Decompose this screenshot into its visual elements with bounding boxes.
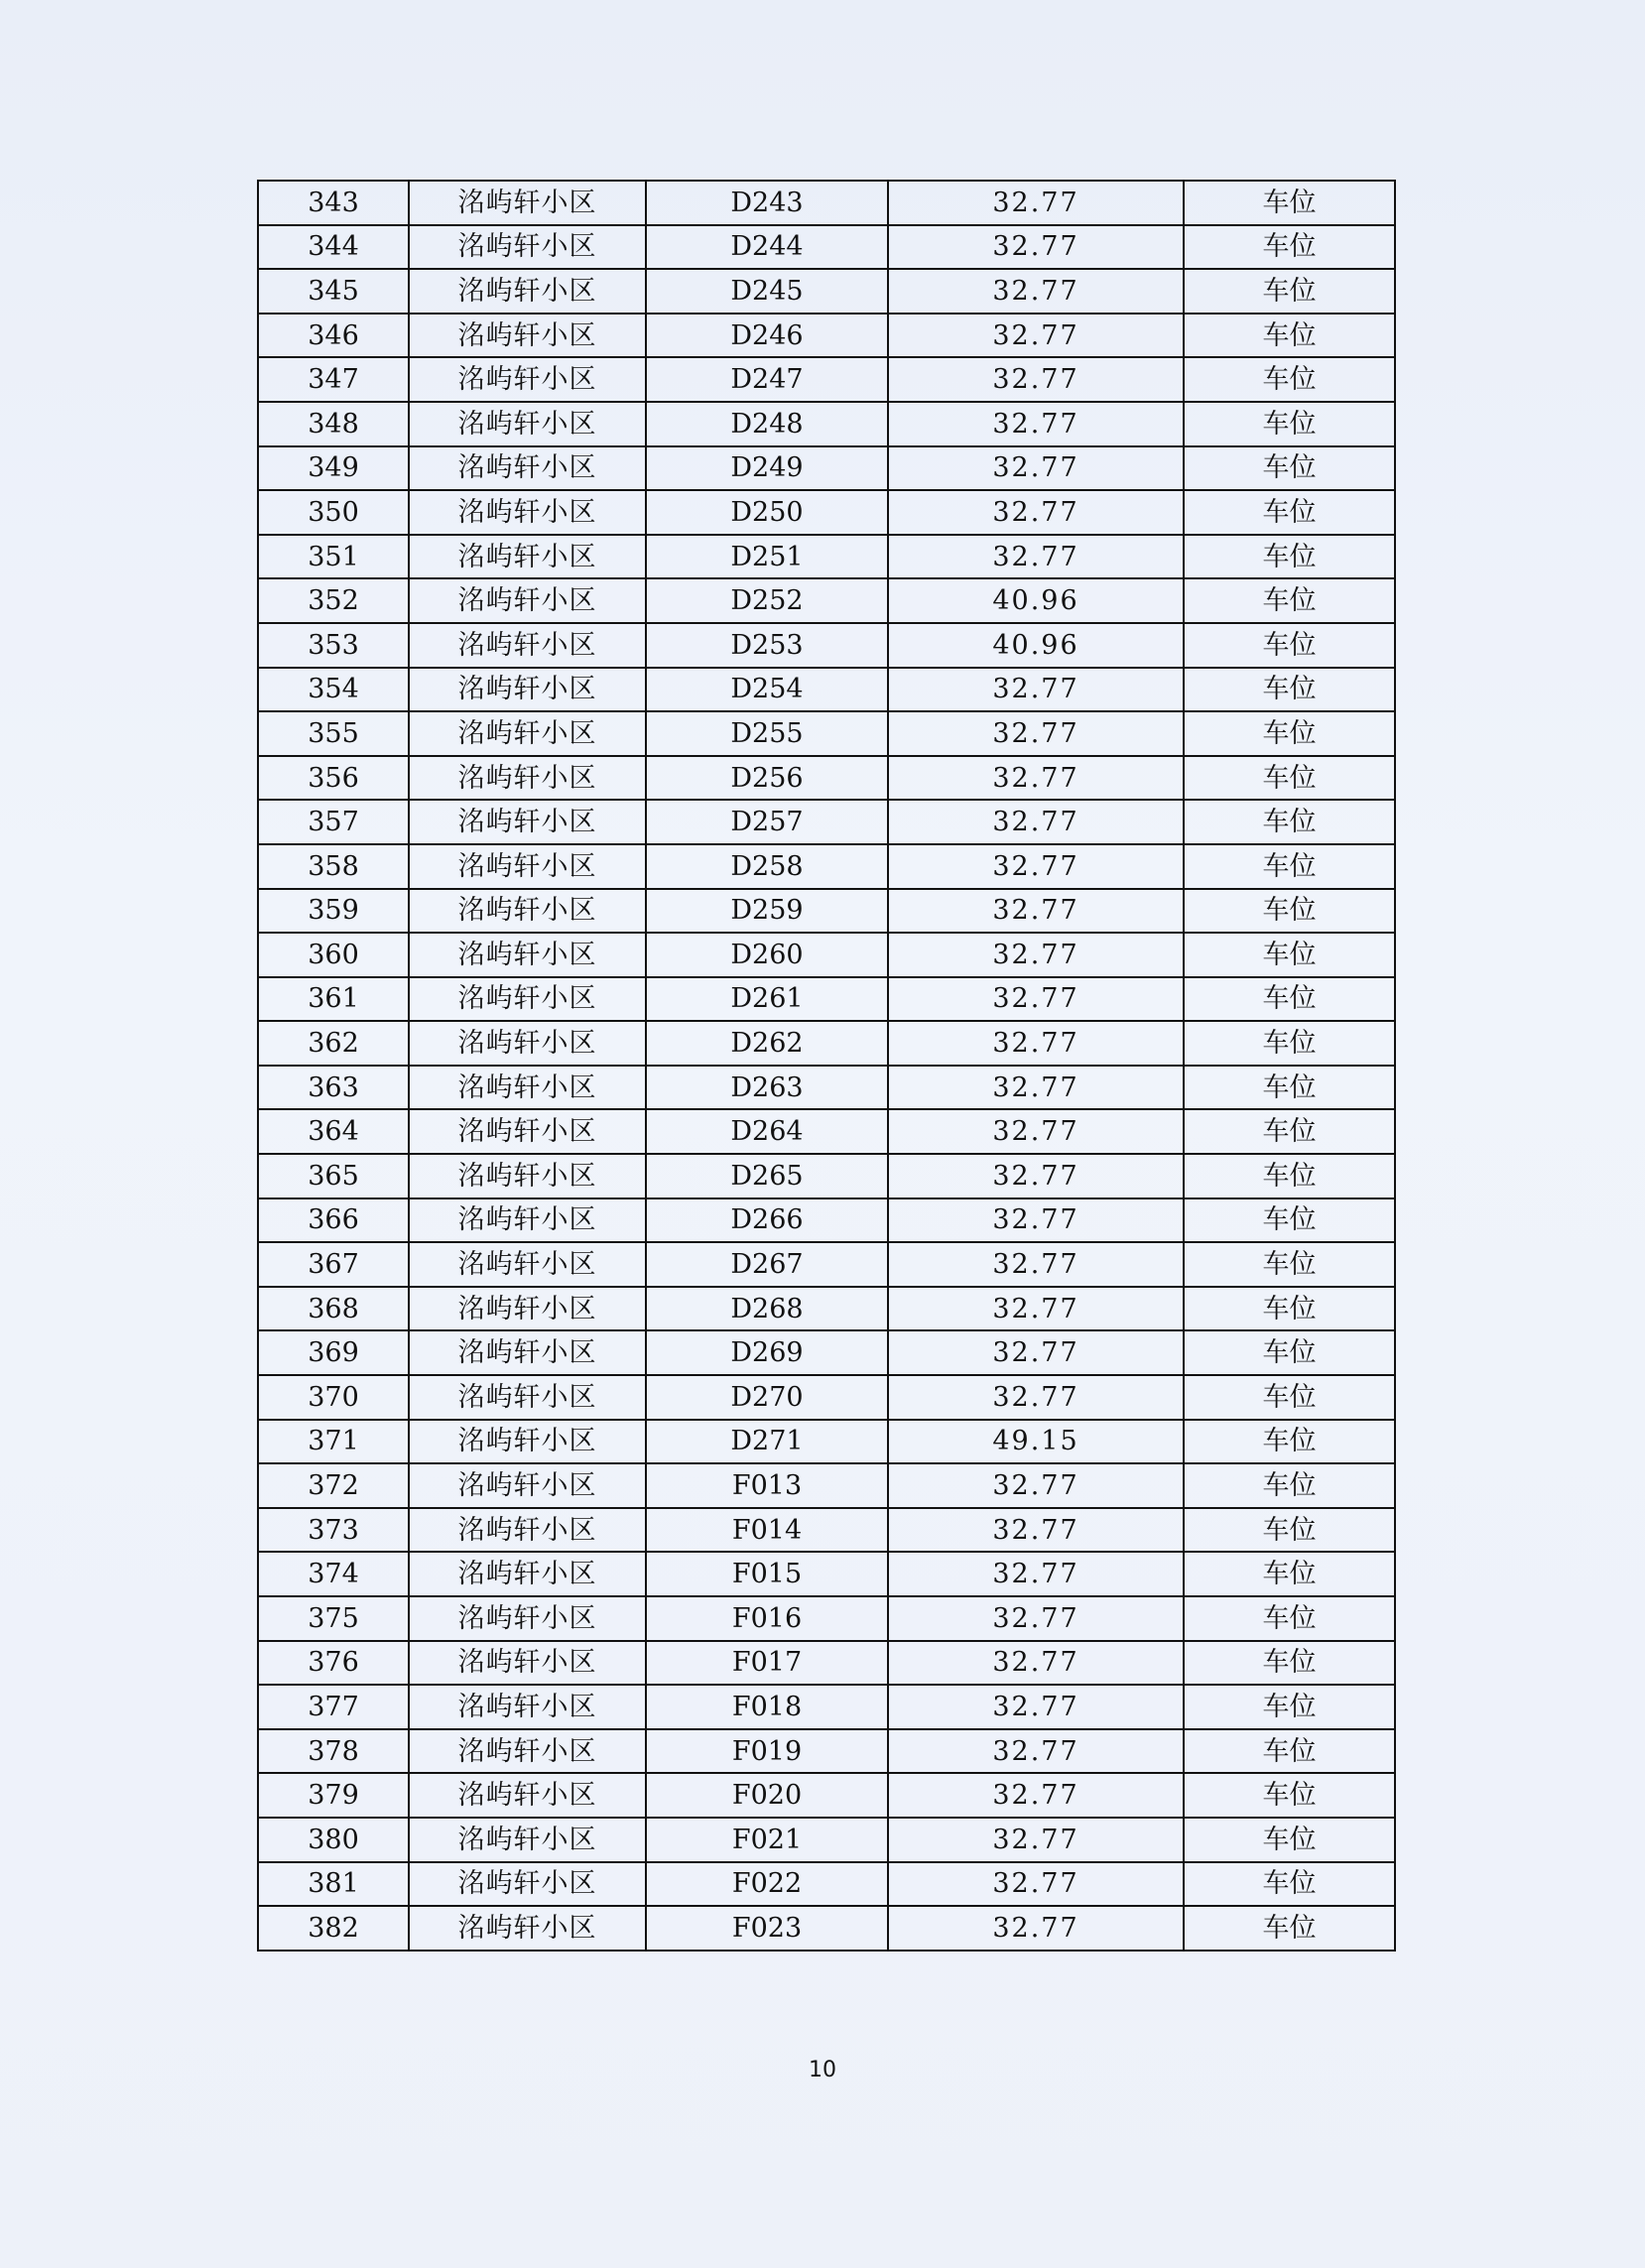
cell-space-code: D250 [646, 490, 888, 535]
cell-area: 32.77 [888, 535, 1184, 579]
table-row [258, 1862, 1395, 1907]
cell-space-code: F021 [646, 1818, 888, 1862]
table-row [258, 1596, 1395, 1641]
cell-community-name: 洺屿轩小区 [409, 1420, 646, 1464]
cell-area: 32.77 [888, 1508, 1184, 1553]
cell-serial-number: 382 [258, 1906, 409, 1951]
table-row [258, 314, 1395, 358]
cell-serial-number: 358 [258, 844, 409, 889]
cell-serial-number: 360 [258, 933, 409, 977]
cell-property-type: 车位 [1184, 1420, 1395, 1464]
cell-property-type: 车位 [1184, 314, 1395, 358]
cell-serial-number: 352 [258, 578, 409, 623]
cell-area: 32.77 [888, 1906, 1184, 1951]
cell-area: 32.77 [888, 446, 1184, 491]
cell-property-type: 车位 [1184, 535, 1395, 579]
cell-space-code: F023 [646, 1906, 888, 1951]
cell-community-name: 洺屿轩小区 [409, 1109, 646, 1154]
cell-space-code: D261 [646, 977, 888, 1022]
cell-community-name: 洺屿轩小区 [409, 1463, 646, 1508]
cell-property-type: 车位 [1184, 490, 1395, 535]
cell-serial-number: 362 [258, 1021, 409, 1066]
table-row [258, 1906, 1395, 1951]
cell-space-code: D256 [646, 756, 888, 801]
cell-space-code: D246 [646, 314, 888, 358]
cell-property-type: 车位 [1184, 1154, 1395, 1198]
cell-space-code: D270 [646, 1375, 888, 1420]
cell-serial-number: 359 [258, 889, 409, 934]
cell-property-type: 车位 [1184, 1198, 1395, 1243]
table-row [258, 1508, 1395, 1553]
cell-space-code: D243 [646, 181, 888, 225]
cell-area: 32.77 [888, 1685, 1184, 1729]
cell-serial-number: 363 [258, 1066, 409, 1110]
table-row [258, 1818, 1395, 1862]
cell-space-code: F019 [646, 1729, 888, 1774]
cell-community-name: 洺屿轩小区 [409, 1862, 646, 1907]
cell-serial-number: 373 [258, 1508, 409, 1553]
cell-area: 32.77 [888, 1287, 1184, 1331]
cell-community-name: 洺屿轩小区 [409, 1242, 646, 1287]
table-row [258, 1420, 1395, 1464]
cell-area: 32.77 [888, 889, 1184, 934]
cell-serial-number: 377 [258, 1685, 409, 1729]
cell-space-code: D259 [646, 889, 888, 934]
cell-property-type: 车位 [1184, 1685, 1395, 1729]
cell-property-type: 车位 [1184, 1818, 1395, 1862]
cell-property-type: 车位 [1184, 1596, 1395, 1641]
cell-property-type: 车位 [1184, 844, 1395, 889]
cell-serial-number: 355 [258, 711, 409, 756]
cell-serial-number: 381 [258, 1862, 409, 1907]
table-row [258, 1685, 1395, 1729]
cell-property-type: 车位 [1184, 181, 1395, 225]
cell-serial-number: 365 [258, 1154, 409, 1198]
cell-property-type: 车位 [1184, 1552, 1395, 1596]
cell-area: 32.77 [888, 1862, 1184, 1907]
cell-serial-number: 343 [258, 181, 409, 225]
cell-serial-number: 380 [258, 1818, 409, 1862]
cell-property-type: 车位 [1184, 1862, 1395, 1907]
cell-serial-number: 364 [258, 1109, 409, 1154]
table-row [258, 357, 1395, 402]
cell-property-type: 车位 [1184, 1330, 1395, 1375]
cell-community-name: 洺屿轩小区 [409, 402, 646, 446]
cell-community-name: 洺屿轩小区 [409, 844, 646, 889]
cell-space-code: D262 [646, 1021, 888, 1066]
cell-community-name: 洺屿轩小区 [409, 314, 646, 358]
cell-serial-number: 356 [258, 756, 409, 801]
cell-space-code: D254 [646, 668, 888, 712]
cell-community-name: 洺屿轩小区 [409, 578, 646, 623]
cell-property-type: 车位 [1184, 668, 1395, 712]
cell-serial-number: 379 [258, 1773, 409, 1818]
cell-serial-number: 370 [258, 1375, 409, 1420]
cell-property-type: 车位 [1184, 623, 1395, 668]
cell-property-type: 车位 [1184, 402, 1395, 446]
cell-community-name: 洺屿轩小区 [409, 490, 646, 535]
cell-space-code: D266 [646, 1198, 888, 1243]
cell-community-name: 洺屿轩小区 [409, 1198, 646, 1243]
cell-area: 32.77 [888, 800, 1184, 844]
cell-community-name: 洺屿轩小区 [409, 623, 646, 668]
cell-serial-number: 366 [258, 1198, 409, 1243]
table-row [258, 889, 1395, 934]
table-row [258, 446, 1395, 491]
cell-serial-number: 371 [258, 1420, 409, 1464]
table-row [258, 977, 1395, 1022]
cell-community-name: 洺屿轩小区 [409, 889, 646, 934]
cell-community-name: 洺屿轩小区 [409, 181, 646, 225]
cell-property-type: 车位 [1184, 1463, 1395, 1508]
cell-area: 32.77 [888, 1154, 1184, 1198]
cell-space-code: D251 [646, 535, 888, 579]
cell-serial-number: 349 [258, 446, 409, 491]
cell-area: 32.77 [888, 181, 1184, 225]
table-row [258, 1287, 1395, 1331]
cell-area: 40.96 [888, 578, 1184, 623]
table-row [258, 402, 1395, 446]
cell-property-type: 车位 [1184, 1906, 1395, 1951]
cell-community-name: 洺屿轩小区 [409, 1552, 646, 1596]
cell-space-code: D245 [646, 269, 888, 314]
cell-space-code: F018 [646, 1685, 888, 1729]
table-row [258, 1375, 1395, 1420]
cell-space-code: D267 [646, 1242, 888, 1287]
cell-area: 32.77 [888, 225, 1184, 270]
cell-area: 32.77 [888, 1729, 1184, 1774]
cell-property-type: 车位 [1184, 269, 1395, 314]
cell-serial-number: 346 [258, 314, 409, 358]
table-row [258, 1463, 1395, 1508]
page-number: 10 [809, 2058, 836, 2082]
cell-community-name: 洺屿轩小区 [409, 933, 646, 977]
cell-space-code: D249 [646, 446, 888, 491]
cell-space-code: D244 [646, 225, 888, 270]
cell-area: 32.77 [888, 1596, 1184, 1641]
cell-community-name: 洺屿轩小区 [409, 1729, 646, 1774]
cell-property-type: 车位 [1184, 1021, 1395, 1066]
table-row [258, 1109, 1395, 1154]
cell-area: 40.96 [888, 623, 1184, 668]
cell-area: 32.77 [888, 1773, 1184, 1818]
cell-property-type: 车位 [1184, 1242, 1395, 1287]
cell-area: 32.77 [888, 269, 1184, 314]
cell-property-type: 车位 [1184, 1109, 1395, 1154]
cell-area: 32.77 [888, 1375, 1184, 1420]
table-row [258, 623, 1395, 668]
table-row [258, 1729, 1395, 1774]
cell-serial-number: 368 [258, 1287, 409, 1331]
cell-community-name: 洺屿轩小区 [409, 1066, 646, 1110]
table-row [258, 225, 1395, 270]
cell-community-name: 洺屿轩小区 [409, 1906, 646, 1951]
cell-community-name: 洺屿轩小区 [409, 1375, 646, 1420]
table-body [258, 181, 1395, 1951]
table-row [258, 1552, 1395, 1596]
table-row [258, 1773, 1395, 1818]
cell-space-code: F017 [646, 1641, 888, 1686]
cell-space-code: D265 [646, 1154, 888, 1198]
cell-property-type: 车位 [1184, 357, 1395, 402]
cell-serial-number: 357 [258, 800, 409, 844]
cell-property-type: 车位 [1184, 1773, 1395, 1818]
cell-serial-number: 374 [258, 1552, 409, 1596]
cell-serial-number: 369 [258, 1330, 409, 1375]
cell-space-code: F020 [646, 1773, 888, 1818]
cell-community-name: 洺屿轩小区 [409, 1287, 646, 1331]
table-row [258, 1242, 1395, 1287]
cell-area: 32.77 [888, 1818, 1184, 1862]
cell-area: 32.77 [888, 357, 1184, 402]
table-row [258, 181, 1395, 225]
cell-property-type: 车位 [1184, 1508, 1395, 1553]
table-row [258, 668, 1395, 712]
cell-area: 32.77 [888, 756, 1184, 801]
table-row [258, 269, 1395, 314]
table-row [258, 535, 1395, 579]
cell-property-type: 车位 [1184, 225, 1395, 270]
cell-area: 32.77 [888, 1463, 1184, 1508]
cell-community-name: 洺屿轩小区 [409, 1818, 646, 1862]
table-row [258, 1021, 1395, 1066]
table-row [258, 1330, 1395, 1375]
cell-serial-number: 351 [258, 535, 409, 579]
cell-space-code: D268 [646, 1287, 888, 1331]
cell-space-code: D252 [646, 578, 888, 623]
cell-property-type: 车位 [1184, 977, 1395, 1022]
cell-space-code: F015 [646, 1552, 888, 1596]
cell-community-name: 洺屿轩小区 [409, 756, 646, 801]
cell-serial-number: 345 [258, 269, 409, 314]
cell-area: 32.77 [888, 1109, 1184, 1154]
cell-property-type: 车位 [1184, 756, 1395, 801]
cell-space-code: F016 [646, 1596, 888, 1641]
table-row [258, 711, 1395, 756]
cell-area: 32.77 [888, 1330, 1184, 1375]
cell-area: 49.15 [888, 1420, 1184, 1464]
cell-property-type: 车位 [1184, 578, 1395, 623]
cell-property-type: 车位 [1184, 711, 1395, 756]
cell-community-name: 洺屿轩小区 [409, 1685, 646, 1729]
cell-serial-number: 372 [258, 1463, 409, 1508]
cell-community-name: 洺屿轩小区 [409, 269, 646, 314]
table-row [258, 1198, 1395, 1243]
cell-community-name: 洺屿轩小区 [409, 1641, 646, 1686]
cell-space-code: D247 [646, 357, 888, 402]
cell-area: 32.77 [888, 844, 1184, 889]
cell-area: 32.77 [888, 490, 1184, 535]
cell-serial-number: 347 [258, 357, 409, 402]
table-row [258, 844, 1395, 889]
cell-area: 32.77 [888, 314, 1184, 358]
cell-property-type: 车位 [1184, 446, 1395, 491]
cell-community-name: 洺屿轩小区 [409, 357, 646, 402]
cell-area: 32.77 [888, 1242, 1184, 1287]
cell-space-code: D260 [646, 933, 888, 977]
table-row [258, 490, 1395, 535]
cell-community-name: 洺屿轩小区 [409, 1330, 646, 1375]
cell-space-code: D248 [646, 402, 888, 446]
cell-serial-number: 353 [258, 623, 409, 668]
cell-space-code: D269 [646, 1330, 888, 1375]
cell-community-name: 洺屿轩小区 [409, 1596, 646, 1641]
parking-space-table [257, 180, 1396, 1952]
cell-serial-number: 344 [258, 225, 409, 270]
cell-property-type: 车位 [1184, 889, 1395, 934]
cell-community-name: 洺屿轩小区 [409, 711, 646, 756]
table-row [258, 578, 1395, 623]
cell-community-name: 洺屿轩小区 [409, 1773, 646, 1818]
table-row [258, 933, 1395, 977]
cell-serial-number: 361 [258, 977, 409, 1022]
cell-area: 32.77 [888, 1066, 1184, 1110]
cell-community-name: 洺屿轩小区 [409, 668, 646, 712]
cell-space-code: D258 [646, 844, 888, 889]
cell-community-name: 洺屿轩小区 [409, 535, 646, 579]
cell-space-code: D263 [646, 1066, 888, 1110]
cell-serial-number: 367 [258, 1242, 409, 1287]
cell-space-code: D255 [646, 711, 888, 756]
cell-property-type: 车位 [1184, 1287, 1395, 1331]
cell-property-type: 车位 [1184, 1375, 1395, 1420]
table-row [258, 756, 1395, 801]
cell-area: 32.77 [888, 1641, 1184, 1686]
cell-area: 32.77 [888, 402, 1184, 446]
cell-community-name: 洺屿轩小区 [409, 800, 646, 844]
cell-serial-number: 375 [258, 1596, 409, 1641]
cell-serial-number: 350 [258, 490, 409, 535]
cell-area: 32.77 [888, 711, 1184, 756]
cell-area: 32.77 [888, 1198, 1184, 1243]
table-row [258, 1641, 1395, 1686]
cell-property-type: 车位 [1184, 933, 1395, 977]
cell-serial-number: 378 [258, 1729, 409, 1774]
cell-area: 32.77 [888, 933, 1184, 977]
cell-community-name: 洺屿轩小区 [409, 446, 646, 491]
cell-space-code: D253 [646, 623, 888, 668]
table-row [258, 1154, 1395, 1198]
cell-serial-number: 354 [258, 668, 409, 712]
cell-serial-number: 376 [258, 1641, 409, 1686]
cell-space-code: F013 [646, 1463, 888, 1508]
cell-property-type: 车位 [1184, 1066, 1395, 1110]
cell-space-code: F014 [646, 1508, 888, 1553]
cell-community-name: 洺屿轩小区 [409, 1154, 646, 1198]
cell-space-code: D271 [646, 1420, 888, 1464]
cell-property-type: 车位 [1184, 800, 1395, 844]
cell-area: 32.77 [888, 977, 1184, 1022]
cell-community-name: 洺屿轩小区 [409, 1021, 646, 1066]
cell-serial-number: 348 [258, 402, 409, 446]
cell-area: 32.77 [888, 1552, 1184, 1596]
cell-area: 32.77 [888, 1021, 1184, 1066]
cell-property-type: 车位 [1184, 1641, 1395, 1686]
cell-community-name: 洺屿轩小区 [409, 1508, 646, 1553]
cell-space-code: D264 [646, 1109, 888, 1154]
cell-area: 32.77 [888, 668, 1184, 712]
cell-space-code: D257 [646, 800, 888, 844]
cell-property-type: 车位 [1184, 1729, 1395, 1774]
table-row [258, 800, 1395, 844]
table-row [258, 1066, 1395, 1110]
cell-community-name: 洺屿轩小区 [409, 977, 646, 1022]
cell-space-code: F022 [646, 1862, 888, 1907]
cell-community-name: 洺屿轩小区 [409, 225, 646, 270]
